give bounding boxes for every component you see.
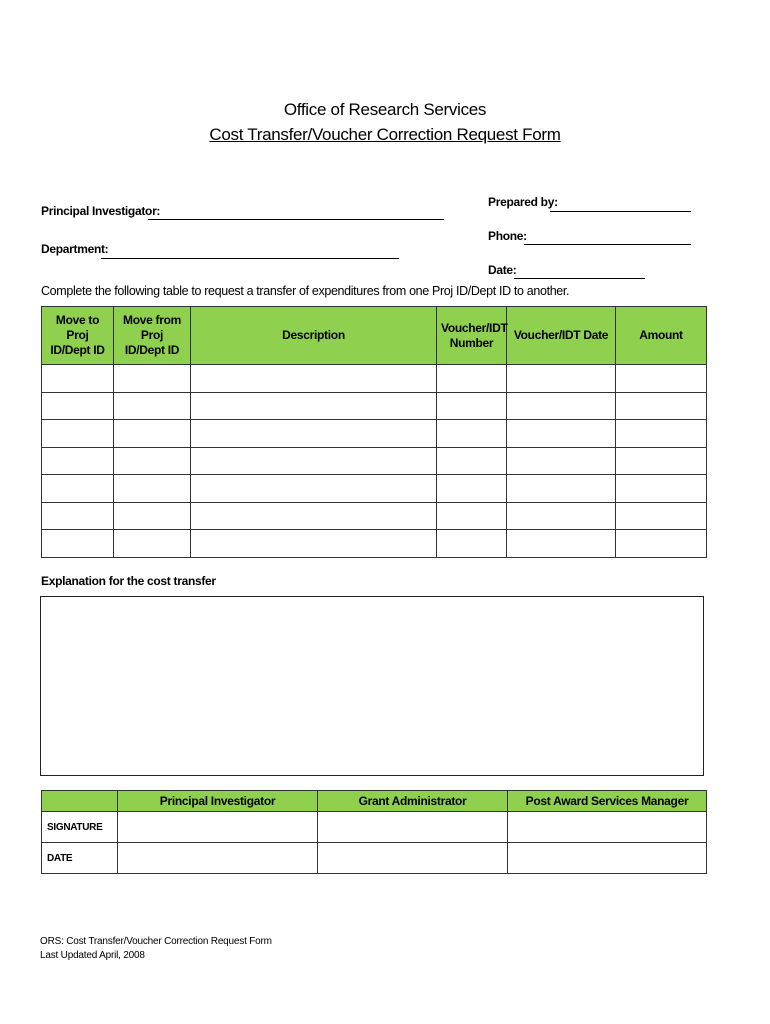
table-cell[interactable] <box>114 447 191 475</box>
col-voucher-number: Voucher/IDT Number <box>437 307 507 365</box>
prepared-by-label: Prepared by: <box>488 195 558 209</box>
explanation-label: Explanation for the cost transfer <box>41 574 216 588</box>
sig-col-post-award: Post Award Services Manager <box>508 791 707 812</box>
table-cell[interactable] <box>507 502 616 530</box>
pi-signature-cell[interactable] <box>118 812 318 843</box>
table-cell[interactable] <box>42 447 114 475</box>
table-cell[interactable] <box>507 530 616 558</box>
department-label: Department: <box>41 242 109 256</box>
phone-input-line[interactable] <box>524 244 691 245</box>
instructions-text: Complete the following table to request a transfer of expenditures from one Proj ID/Dept ID to another. <box>41 284 570 298</box>
col-move-from: Move from Proj ID/Dept ID <box>114 307 191 365</box>
table-cell[interactable] <box>42 530 114 558</box>
table-cell[interactable] <box>114 475 191 503</box>
transfer-table-header <box>42 307 707 365</box>
transfer-table <box>41 306 707 558</box>
date-input-line[interactable] <box>514 278 645 279</box>
table-cell[interactable] <box>507 447 616 475</box>
table-cell[interactable] <box>437 447 507 475</box>
explanation-textarea[interactable] <box>40 596 704 776</box>
signature-row <box>42 812 707 843</box>
table-cell[interactable] <box>191 420 437 448</box>
table-row <box>42 502 707 530</box>
table-row <box>42 530 707 558</box>
table-cell[interactable] <box>507 420 616 448</box>
table-cell[interactable] <box>191 530 437 558</box>
col-voucher-date: Voucher/IDT Date <box>507 307 616 365</box>
col-move-to: Move to Proj ID/Dept ID <box>42 307 114 365</box>
sig-col-pi: Principal Investigator <box>118 791 318 812</box>
table-cell[interactable] <box>437 420 507 448</box>
table-cell[interactable] <box>191 502 437 530</box>
table-cell[interactable] <box>42 475 114 503</box>
sig-col-empty <box>42 791 118 812</box>
table-cell[interactable] <box>42 365 114 393</box>
table-row <box>42 447 707 475</box>
table-cell[interactable] <box>437 530 507 558</box>
table-cell[interactable] <box>114 392 191 420</box>
form-title: Cost Transfer/Voucher Correction Request Form <box>209 125 561 144</box>
date-row <box>42 843 707 874</box>
date-label: Date: <box>488 263 517 277</box>
table-row <box>42 392 707 420</box>
table-cell[interactable] <box>437 475 507 503</box>
table-cell[interactable] <box>507 365 616 393</box>
table-cell[interactable] <box>437 365 507 393</box>
signature-table-header <box>42 791 707 812</box>
table-row <box>42 365 707 393</box>
office-title: Office of Research Services <box>283 100 487 119</box>
table-cell[interactable] <box>191 392 437 420</box>
table-cell[interactable] <box>437 392 507 420</box>
col-description: Description <box>191 307 437 365</box>
pi-date-cell[interactable] <box>118 843 318 874</box>
table-cell[interactable] <box>114 502 191 530</box>
post-award-date-cell[interactable] <box>508 843 707 874</box>
table-cell[interactable] <box>616 530 707 558</box>
table-row <box>42 420 707 448</box>
table-cell[interactable] <box>191 365 437 393</box>
footer-updated: Last Updated April, 2008 <box>40 950 145 961</box>
grant-admin-date-cell[interactable] <box>318 843 508 874</box>
pi-label: Principal Investigator: <box>41 204 161 218</box>
table-cell[interactable] <box>616 475 707 503</box>
table-cell[interactable] <box>114 365 191 393</box>
signature-row-label: SIGNATURE <box>42 812 118 843</box>
department-input-line[interactable] <box>101 258 399 259</box>
table-cell[interactable] <box>437 502 507 530</box>
table-cell[interactable] <box>616 447 707 475</box>
table-cell[interactable] <box>616 420 707 448</box>
table-cell[interactable] <box>616 502 707 530</box>
post-award-signature-cell[interactable] <box>508 812 707 843</box>
table-cell[interactable] <box>42 502 114 530</box>
signature-table <box>41 790 707 874</box>
table-cell[interactable] <box>616 392 707 420</box>
sig-col-grant-admin: Grant Administrator <box>318 791 508 812</box>
table-cell[interactable] <box>114 420 191 448</box>
grant-admin-signature-cell[interactable] <box>318 812 508 843</box>
prepared-by-input-line[interactable] <box>550 211 691 212</box>
date-row-label: DATE <box>42 843 118 874</box>
table-row <box>42 475 707 503</box>
table-cell[interactable] <box>42 420 114 448</box>
footer-form-name: ORS: Cost Transfer/Voucher Correction Request Form <box>40 936 272 947</box>
table-cell[interactable] <box>616 365 707 393</box>
col-amount: Amount <box>616 307 707 365</box>
phone-label: Phone: <box>488 229 527 243</box>
table-cell[interactable] <box>114 530 191 558</box>
table-cell[interactable] <box>191 475 437 503</box>
table-cell[interactable] <box>191 447 437 475</box>
table-cell[interactable] <box>42 392 114 420</box>
table-cell[interactable] <box>507 392 616 420</box>
pi-input-line[interactable] <box>148 219 444 220</box>
table-cell[interactable] <box>507 475 616 503</box>
